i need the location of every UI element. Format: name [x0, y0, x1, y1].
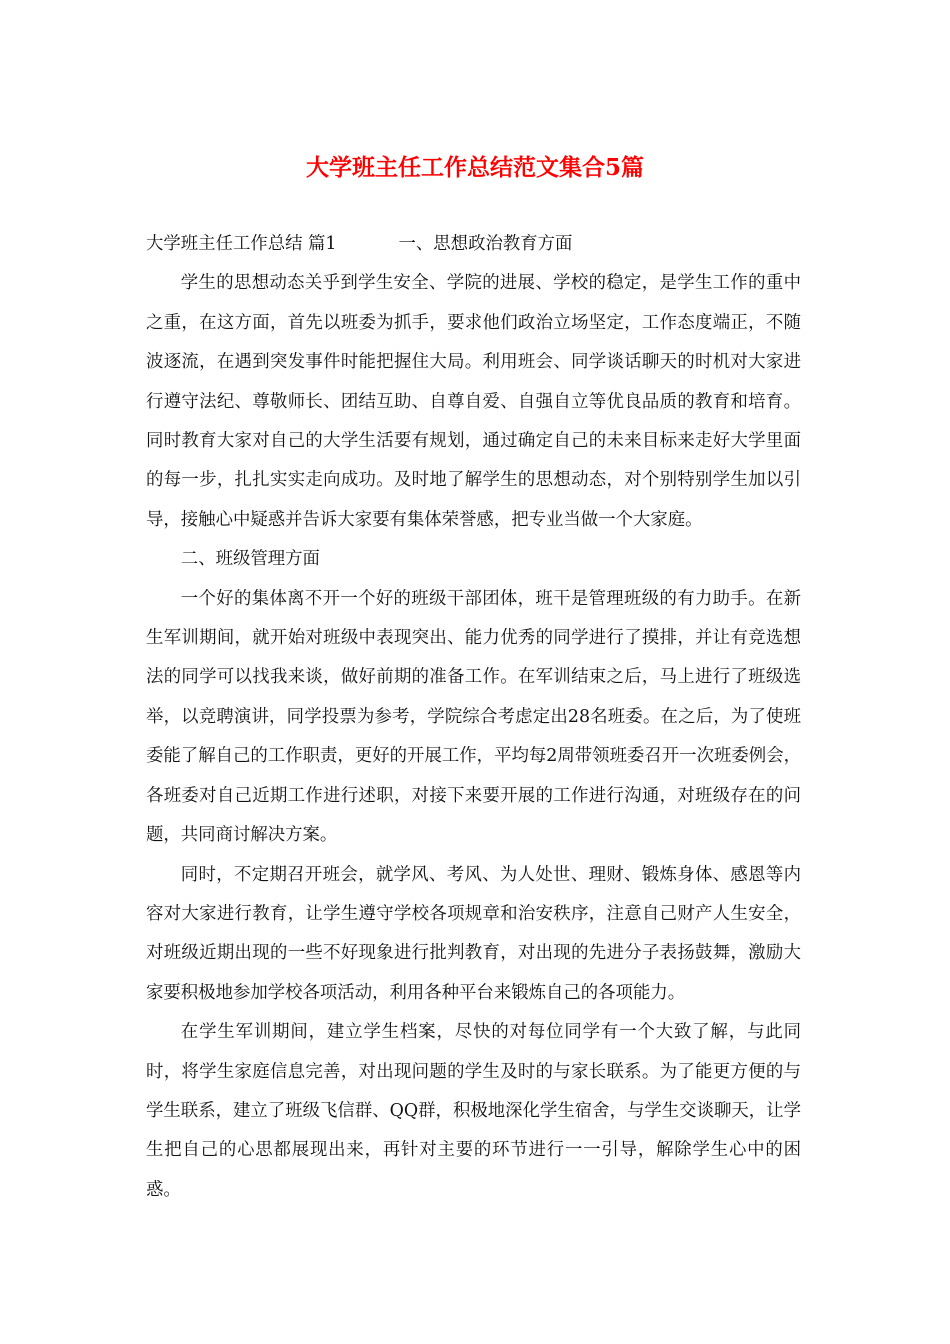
- section-heading-politics: 一、思想政治教育方面: [398, 234, 573, 254]
- document-body: [146, 225, 801, 1210]
- section-heading-class-management: 二、班级管理方面: [180, 549, 320, 570]
- document-title: 大学班主任工作总结范文集合5篇: [305, 154, 644, 181]
- article-heading-line: [146, 225, 801, 264]
- paragraph-class-cadres: 一个好的集体离不开一个好的班级干部团体，班干是管理班级的有力助手。在新生军训期间，就开始对班级中表现突出、能力优秀的同学进行了摸排，并让有竞选想法的同学可以找我来谈，做好前期的准备工作。在军训结束之后，马上进行了班级选举，以竞聘演讲，同学投票为参考，学院综合考虑定出28名班委。在之后，为了使班委能了解自己的工作职责，更好的开展工作，平均每2周带领班委召开一次班委例会，各班委对自己近期工作进行述职，对接下来要开展的工作进行沟通，对班级存在的问题，共同商讨解决方案。: [146, 588, 801, 846]
- paragraph-ideology: 学生的思想动态关乎到学生安全、学院的进展、学校的稳定，是学生工作的重中之重，在这方面，首先以班委为抓手，要求他们政治立场坚定，工作态度端正，不随波逐流，在遇到突发事件时能把握住大局。利用班会、同学谈话聊天的时机对大家进行遵守法纪、尊敬师长、团结互助、自尊自爱、自强自立等优良品质的教育和培育。同时教育大家对自己的大学生活要有规划，通过确定自己的未来目标来走好大学里面的每一步，扎扎实实走向成功。及时地了解学生的思想动态，对个别特别学生加以引导，接触心中疑惑并告诉大家要有集体荣誉感，把专业当做一个大家庭。: [146, 273, 801, 530]
- paragraph-class-meetings: 同时，不定期召开班会，就学风、考风、为人处世、理财、锻炼身体、感恩等内容对大家进行教育，让学生遵守学校各项规章和治安秩序，注意自己财产人生安全，对班级近期出现的一些不好现象进行批判教育，对出现的先进分子表扬鼓舞，激励大家要积极地参加学校各项活动，利用各种平台来锻炼自己的各项能力。: [146, 864, 801, 1003]
- paragraph-student-records: 在学生军训期间，建立学生档案，尽快的对每位同学有一个大致了解，与此同时，将学生家庭信息完善，对出现问题的学生及时的与家长联系。为了能更方便的与学生联系，建立了班级飞信群、QQ群，积极地深化学生宿舍，与学生交谈聊天，让学生把自己的心思都展现出来，再针对主要的环节进行一一引导，解除学生心中的困惑。: [146, 1022, 801, 1200]
- article-heading: 大学班主任工作总结 篇1: [146, 234, 337, 254]
